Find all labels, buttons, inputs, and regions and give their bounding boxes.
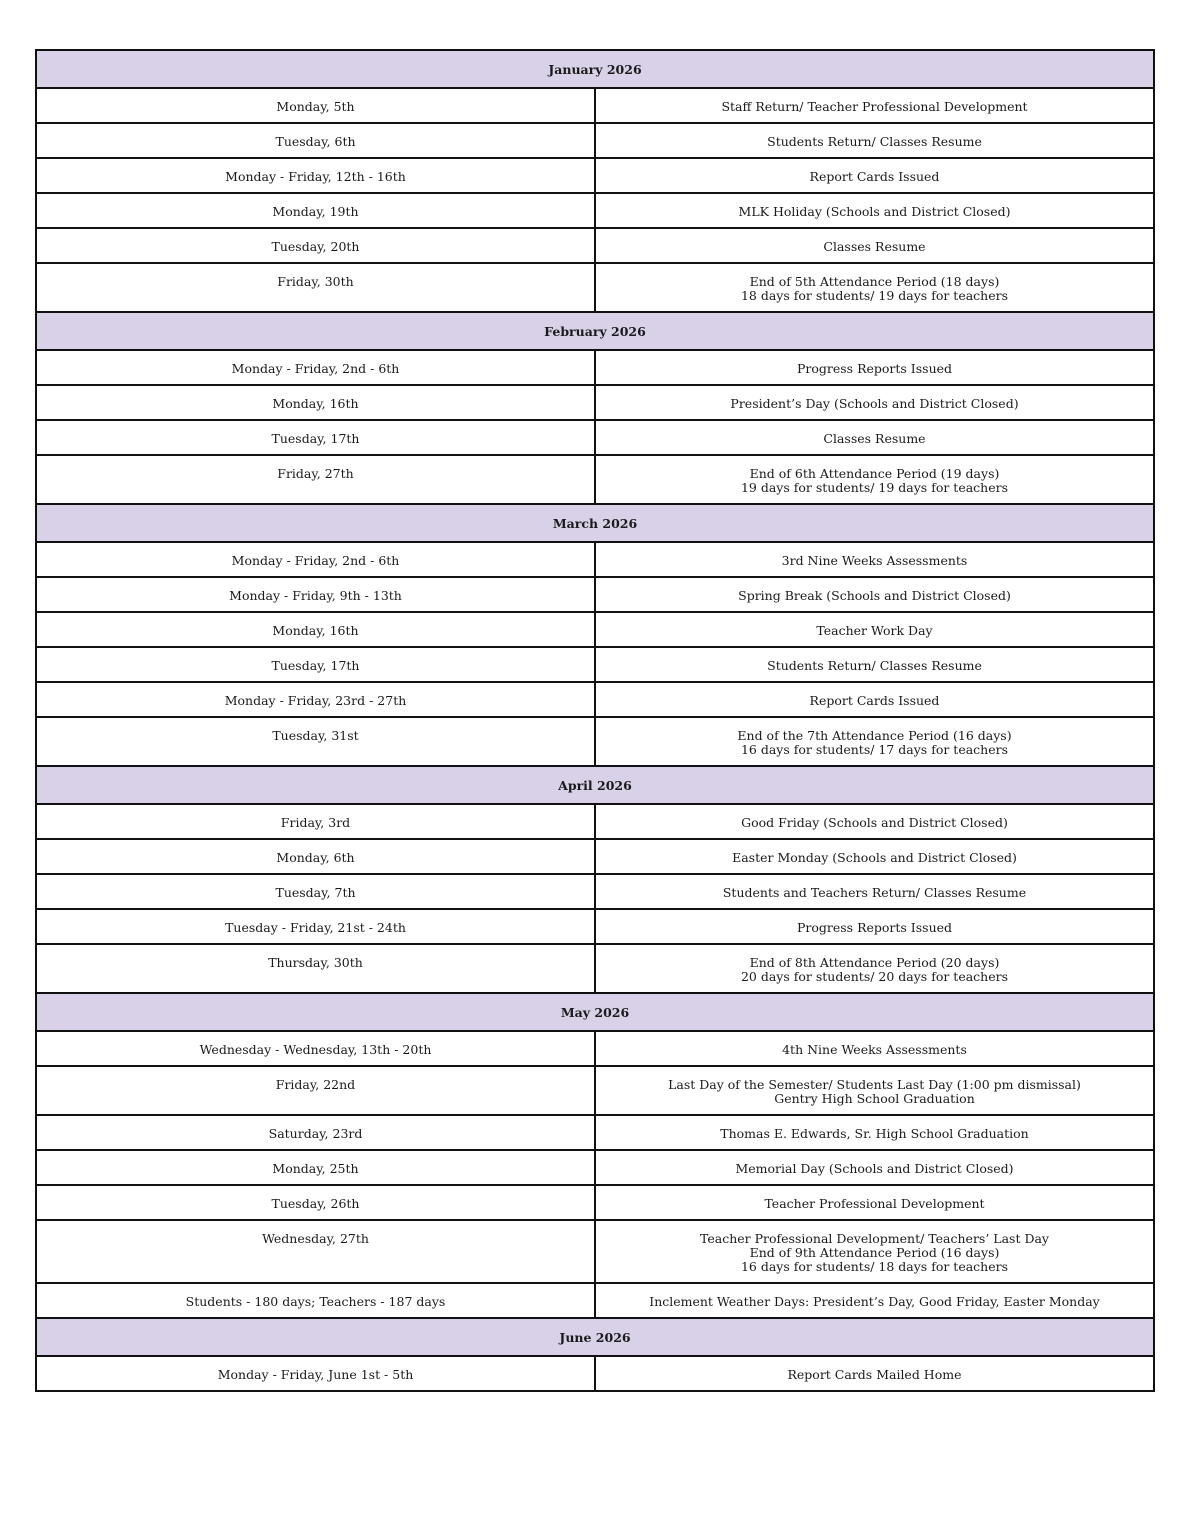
event-description-line: Teacher Work Day (816, 623, 933, 638)
event-description (595, 647, 1154, 682)
event-description (595, 123, 1154, 158)
event-description-line: Spring Break (Schools and District Closed) (738, 588, 1011, 603)
event-description (595, 682, 1154, 717)
event-description (595, 193, 1154, 228)
event-description-line: Last Day of the Semester/ Students Last Day (1:00 pm dismissal) (668, 1077, 1081, 1092)
event-description (595, 158, 1154, 193)
month-title: June 2026 (36, 1318, 1154, 1356)
month-title: April 2026 (36, 766, 1154, 804)
event-row (36, 88, 1154, 123)
event-description-line: Students Return/ Classes Resume (767, 134, 982, 149)
event-date: Tuesday, 26th (36, 1185, 595, 1220)
event-row (36, 1220, 1154, 1283)
event-date: Wednesday, 27th (36, 1220, 595, 1283)
event-description-line: 18 days for students/ 19 days for teachers (740, 288, 1009, 303)
month-title: March 2026 (36, 504, 1154, 542)
event-description (595, 1185, 1154, 1220)
event-date: Tuesday, 20th (36, 228, 595, 263)
event-date: Monday - Friday, 2nd - 6th (36, 542, 595, 577)
event-date: Monday, 25th (36, 1150, 595, 1185)
event-description-line: Classes Resume (823, 431, 926, 446)
event-row (36, 839, 1154, 874)
event-description (595, 717, 1154, 766)
event-description (595, 1283, 1154, 1318)
event-description (595, 612, 1154, 647)
event-description (595, 1356, 1154, 1391)
event-description-line: Thomas E. Edwards, Sr. High School Graduation (720, 1126, 1029, 1141)
event-description (595, 1150, 1154, 1185)
event-description (595, 350, 1154, 385)
event-date: Monday - Friday, 2nd - 6th (36, 350, 595, 385)
event-date: Tuesday, 7th (36, 874, 595, 909)
month-header-row (36, 1318, 1154, 1356)
event-description-line: 4th Nine Weeks Assessments (782, 1042, 967, 1057)
event-description-line: MLK Holiday (Schools and District Closed) (738, 204, 1011, 219)
event-description (595, 1031, 1154, 1066)
event-description-line: Teacher Professional Development/ Teachers’ Last Day (700, 1231, 1049, 1246)
event-row (36, 682, 1154, 717)
event-date: Monday - Friday, June 1st - 5th (36, 1356, 595, 1391)
event-date: Friday, 3rd (36, 804, 595, 839)
month-title: May 2026 (36, 993, 1154, 1031)
event-row (36, 228, 1154, 263)
event-description-line: President’s Day (Schools and District Closed) (730, 396, 1019, 411)
event-date: Students - 180 days; Teachers - 187 days (36, 1283, 595, 1318)
event-description (595, 1066, 1154, 1115)
event-date: Friday, 22nd (36, 1066, 595, 1115)
event-row (36, 1115, 1154, 1150)
event-date: Tuesday, 31st (36, 717, 595, 766)
event-date: Monday - Friday, 9th - 13th (36, 577, 595, 612)
event-description-line: 20 days for students/ 20 days for teachers (740, 969, 1009, 984)
event-description-line: End of 5th Attendance Period (18 days) (749, 274, 1000, 289)
event-date: Tuesday - Friday, 21st - 24th (36, 909, 595, 944)
event-description (595, 1220, 1154, 1283)
event-date: Saturday, 23rd (36, 1115, 595, 1150)
event-description-line: 16 days for students/ 18 days for teachers (740, 1259, 1009, 1274)
event-description-line: End of the 7th Attendance Period (16 days) (737, 728, 1012, 743)
event-description-line: 19 days for students/ 19 days for teachers (740, 480, 1009, 495)
event-row (36, 420, 1154, 455)
event-description-line: End of 9th Attendance Period (16 days) (749, 1245, 1000, 1260)
event-description (595, 455, 1154, 504)
event-row (36, 647, 1154, 682)
event-row (36, 385, 1154, 420)
month-header-row (36, 993, 1154, 1031)
event-row (36, 909, 1154, 944)
event-description-line: Students and Teachers Return/ Classes Resume (722, 885, 1027, 900)
month-header-row (36, 50, 1154, 88)
event-date: Monday - Friday, 12th - 16th (36, 158, 595, 193)
month-header-row (36, 504, 1154, 542)
event-row (36, 1356, 1154, 1391)
event-row (36, 263, 1154, 312)
event-row (36, 577, 1154, 612)
event-date: Tuesday, 17th (36, 647, 595, 682)
event-date: Monday, 19th (36, 193, 595, 228)
event-row (36, 1283, 1154, 1318)
event-description-line: Inclement Weather Days: President’s Day, Good Friday, Easter Monday (649, 1294, 1100, 1309)
event-date: Friday, 27th (36, 455, 595, 504)
event-description (595, 874, 1154, 909)
event-description-line: 3rd Nine Weeks Assessments (781, 553, 968, 568)
event-date: Monday, 16th (36, 385, 595, 420)
event-description (595, 944, 1154, 993)
event-description-line: Easter Monday (Schools and District Closed) (732, 850, 1017, 865)
event-date: Thursday, 30th (36, 944, 595, 993)
event-row (36, 123, 1154, 158)
calendar-body (36, 50, 1154, 1391)
event-row (36, 804, 1154, 839)
event-description-line: End of 8th Attendance Period (20 days) (749, 955, 1000, 970)
event-row (36, 944, 1154, 993)
event-description (595, 228, 1154, 263)
event-date: Tuesday, 6th (36, 123, 595, 158)
event-date: Monday - Friday, 23rd - 27th (36, 682, 595, 717)
event-description-line: 16 days for students/ 17 days for teachers (740, 742, 1009, 757)
event-description-line: Progress Reports Issued (796, 920, 953, 935)
event-description-line: Classes Resume (823, 239, 926, 254)
event-description-line: Gentry High School Graduation (774, 1091, 975, 1106)
month-title: January 2026 (36, 50, 1154, 88)
event-description-line: Memorial Day (Schools and District Closed) (735, 1161, 1014, 1176)
event-description (595, 542, 1154, 577)
event-row (36, 874, 1154, 909)
event-description (595, 1115, 1154, 1150)
event-description-line: Teacher Professional Development (764, 1196, 985, 1211)
event-row (36, 542, 1154, 577)
event-description (595, 839, 1154, 874)
event-description (595, 88, 1154, 123)
event-description-line: Report Cards Issued (809, 169, 940, 184)
month-title: February 2026 (36, 312, 1154, 350)
event-description (595, 577, 1154, 612)
event-row (36, 1066, 1154, 1115)
event-description-line: Report Cards Issued (809, 693, 940, 708)
event-date: Monday, 5th (36, 88, 595, 123)
event-description (595, 804, 1154, 839)
event-description (595, 385, 1154, 420)
event-row (36, 455, 1154, 504)
month-header-row (36, 312, 1154, 350)
event-description (595, 420, 1154, 455)
event-description-line: Staff Return/ Teacher Professional Development (721, 99, 1028, 114)
event-row (36, 612, 1154, 647)
event-date: Tuesday, 17th (36, 420, 595, 455)
event-date: Wednesday - Wednesday, 13th - 20th (36, 1031, 595, 1066)
event-description-line: Progress Reports Issued (796, 361, 953, 376)
event-row (36, 1185, 1154, 1220)
event-description-line: Report Cards Mailed Home (787, 1367, 962, 1382)
event-description-line: End of 6th Attendance Period (19 days) (749, 466, 1000, 481)
event-row (36, 193, 1154, 228)
event-description (595, 909, 1154, 944)
event-description-line: Students Return/ Classes Resume (767, 658, 982, 673)
school-calendar-table (35, 49, 1155, 1392)
event-row (36, 158, 1154, 193)
event-date: Monday, 16th (36, 612, 595, 647)
event-row (36, 1150, 1154, 1185)
event-row (36, 1031, 1154, 1066)
event-date: Friday, 30th (36, 263, 595, 312)
event-description (595, 263, 1154, 312)
event-row (36, 717, 1154, 766)
month-header-row (36, 766, 1154, 804)
event-row (36, 350, 1154, 385)
event-date: Monday, 6th (36, 839, 595, 874)
event-description-line: Good Friday (Schools and District Closed) (741, 815, 1008, 830)
